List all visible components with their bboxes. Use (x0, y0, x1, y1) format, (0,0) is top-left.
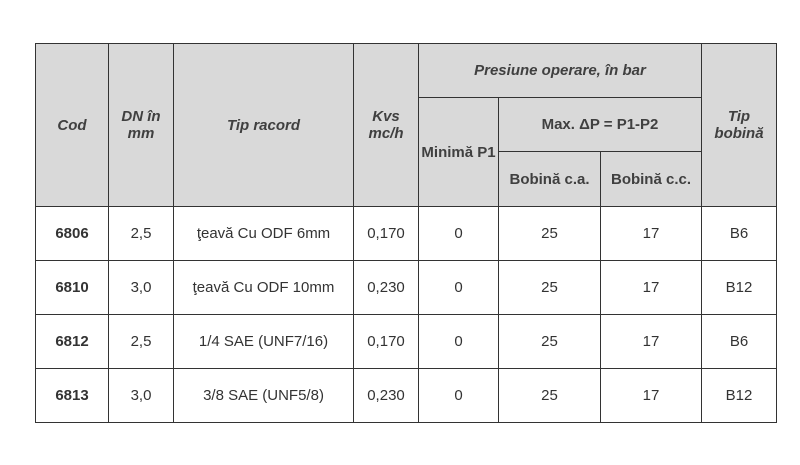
cell-tip-bobina: B12 (702, 369, 777, 423)
header-bobina-cc: Bobină c.c. (601, 152, 702, 207)
cell-dn: 2,5 (109, 207, 174, 261)
cell-cod: 6812 (36, 315, 109, 369)
cell-minima: 0 (419, 369, 499, 423)
header-tip-racord: Tip racord (174, 44, 354, 207)
cell-tip-bobina: B12 (702, 261, 777, 315)
cell-dn: 3,0 (109, 369, 174, 423)
cell-bobina-ca: 25 (499, 207, 601, 261)
cell-bobina-cc: 17 (601, 315, 702, 369)
header-bobina-ca: Bobină c.a. (499, 152, 601, 207)
cell-kvs: 0,170 (354, 315, 419, 369)
header-max-delta-p: Max. ΔP = P1-P2 (499, 98, 702, 152)
header-cod: Cod (36, 44, 109, 207)
header-dn: DN în mm (109, 44, 174, 207)
header-presiune-operare: Presiune operare, în bar (419, 44, 702, 98)
cell-minima: 0 (419, 207, 499, 261)
header-tip-bobina: Tip bobină (702, 44, 777, 207)
table-row (36, 315, 777, 369)
cell-kvs: 0,230 (354, 261, 419, 315)
cell-kvs: 0,230 (354, 369, 419, 423)
header-minima-p1: Minimă P1 (419, 98, 499, 207)
cell-bobina-ca: 25 (499, 315, 601, 369)
header-kvs: Kvs mc/h (354, 44, 419, 207)
valve-spec-table (35, 43, 777, 423)
cell-bobina-cc: 17 (601, 261, 702, 315)
cell-bobina-cc: 17 (601, 369, 702, 423)
cell-bobina-ca: 25 (499, 369, 601, 423)
cell-racord: ţeavă Cu ODF 6mm (174, 207, 354, 261)
cell-racord: ţeavă Cu ODF 10mm (174, 261, 354, 315)
cell-kvs: 0,170 (354, 207, 419, 261)
cell-racord: 3/8 SAE (UNF5/8) (174, 369, 354, 423)
cell-racord: 1/4 SAE (UNF7/16) (174, 315, 354, 369)
cell-cod: 6806 (36, 207, 109, 261)
cell-bobina-ca: 25 (499, 261, 601, 315)
cell-tip-bobina: B6 (702, 315, 777, 369)
cell-cod: 6810 (36, 261, 109, 315)
cell-minima: 0 (419, 315, 499, 369)
cell-cod: 6813 (36, 369, 109, 423)
table-row (36, 207, 777, 261)
cell-tip-bobina: B6 (702, 207, 777, 261)
table-row (36, 261, 777, 315)
table-row (36, 369, 777, 423)
cell-dn: 3,0 (109, 261, 174, 315)
cell-minima: 0 (419, 261, 499, 315)
cell-bobina-cc: 17 (601, 207, 702, 261)
cell-dn: 2,5 (109, 315, 174, 369)
